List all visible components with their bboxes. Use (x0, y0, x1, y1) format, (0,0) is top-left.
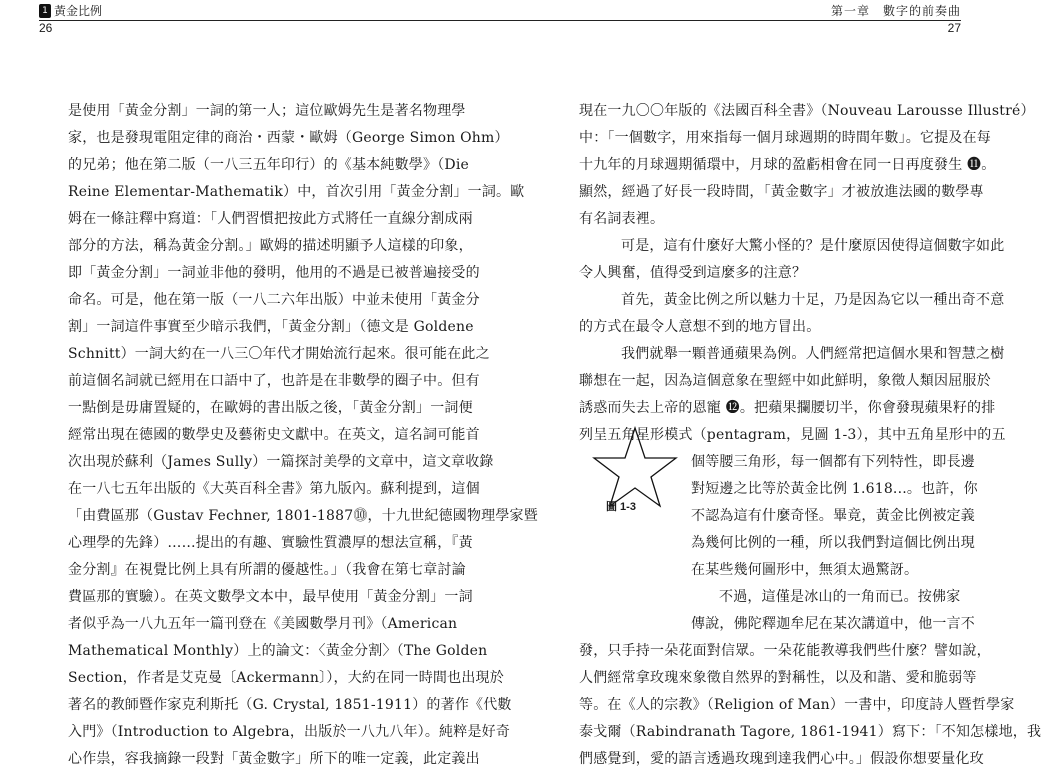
text-line: 家，也是發現電阻定律的商治・西蒙・歐姆（George Simon Ohm） (68, 130, 509, 146)
text-line: 的方式在最令人意想不到的地方冒出。 (579, 319, 821, 335)
text-line: 首先，黃金比例之所以魅力十足，乃是因為它以一種出奇不意 (621, 292, 1005, 308)
text-line: 是使用「黃金分割」一詞的第一人；這位歐姆先生是著名物理學 (68, 103, 466, 119)
page-number: 27 (947, 21, 961, 35)
text-line: 費區那的實驗）。在英文數學文本中，最早使用「黃金分割」一詞 (68, 589, 473, 605)
text-line: Mathematical Monthly）上的論文：〈黃金分割〉（The Golden (68, 643, 488, 659)
body-text-wrap (691, 449, 978, 638)
text-line: 可是，這有什麼好大驚小怪的？是什麼原因使得這個數字如此 (621, 238, 1005, 254)
text-line: 的兄弟；他在第二版（一八三五年印行）的《基本純數學》（Die (68, 157, 469, 173)
text-line: Section，作者是艾克曼〔Ackermann〕），大約在同一時間也出現於 (68, 670, 504, 686)
text-line: 次出現於蘇利（James Sully）一篇探討美學的文章中，這文章收錄 (68, 454, 494, 470)
text-line: 個等腰三角形，每一個都有下列特性，即長邊 (691, 454, 975, 470)
header-rule (500, 20, 961, 21)
text-line: 在某些幾何圖形中，無須太過驚訝。 (691, 562, 919, 578)
text-line: 為幾何比例的一種，所以我們對這個比例出現 (691, 535, 975, 551)
text-line: 傳說，佛陀釋迦牟尼在某次講道中，他一言不 (691, 616, 975, 632)
body-text (68, 98, 538, 773)
text-line: 命名。可是，他在第一版（一八二六年出版）中並未使用「黃金分 (68, 292, 480, 308)
text-line: 等。在《人的宗教》（Religion of Man）一書中，印度詩人暨哲學家 (579, 697, 1015, 713)
text-line: 心作祟，容我摘錄一段對「黃金數字」所下的唯一定義，此定義出 (68, 751, 480, 767)
body-text-bottom (579, 638, 1041, 773)
right-page (500, 0, 1041, 767)
running-header-left (39, 3, 102, 19)
text-line: 著名的教師暨作家克利斯托（G. Crystal, 1851-1911）的著作《代數 (68, 697, 512, 713)
body-text-top (579, 98, 1035, 449)
text-line: 人們經常拿玫瑰來象徵自然界的對稱性，以及和諧、愛和脆弱等 (579, 670, 977, 686)
text-line: 部分的方法，稱為黃金分割。」歐姆的描述明顯予人這樣的印象， (68, 238, 473, 254)
text-line: 者似乎為一八九五年一篇刊登在《美國數學月刊》（American (68, 616, 458, 632)
text-line: 入門》（Introduction to Algebra，出版於一八九八年）。純粹是好奇 (68, 724, 511, 740)
text-line: 發，只手持一朵花面對信眾。一朵花能教導我們些什麼？譬如說， (579, 643, 991, 659)
chapter-title: 第一章 數字的前奏曲 (830, 4, 961, 18)
text-line: 有名詞表裡。 (579, 211, 665, 227)
text-line: 們感覺到，愛的語言透過玫瑰到達我們心中。」假設你想要量化玫 (579, 751, 984, 767)
text-line: Schnitt）一詞大約在一八三〇年代才開始流行起來。很可能在此之 (68, 346, 490, 362)
text-line: 在一八七五年出版的《大英百科全書》第九版內。蘇利提到，這個 (68, 481, 480, 497)
text-line: 心理學的先鋒）……提出的有趣、實驗性質濃厚的想法宣稱，『黃 (68, 535, 473, 551)
text-line: 誘惑而失去上帝的恩寵 ⓬。把蘋果攔腰切半，你會發現蘋果籽的排 (579, 400, 996, 416)
text-line: 聯想在一起，因為這個意象在聖經中如此鮮明，象徵人類因屈服於 (579, 373, 991, 389)
page-number: 26 (39, 21, 53, 35)
text-line: 即「黃金分割」一詞並非他的發明，他用的不過是已被普遍接受的 (68, 265, 480, 281)
pentagram-star-icon (593, 426, 677, 508)
text-line: 不認為這有什麼奇怪。畢竟，黃金比例被定義 (691, 508, 975, 524)
book-title: 黃金比例 (54, 4, 103, 18)
text-line: 「由費區那（Gustav Fechner, 1801-1887⓾，十九世紀德國物理學家暨 (68, 508, 538, 524)
text-line: 對短邊之比等於黃金比例 1.618...。也許，你 (691, 481, 978, 497)
text-line: 顯然，經過了好長一段時間，「黃金數字」才被放進法國的數學專 (579, 184, 984, 200)
text-line: 不過，這僅是冰山的一角而已。按佛家 (719, 589, 961, 605)
text-line: 一點倒是毋庸置疑的，在歐姆的書出版之後，「黃金分割」一詞便 (68, 400, 473, 416)
text-line: 列呈五角星形模式（pentagram，見圖 1-3），其中五角星形中的五 (579, 427, 1006, 443)
chapter-badge-icon: 1 (39, 4, 51, 18)
text-line: 令人興奮，值得受到這麼多的注意？ (579, 265, 807, 281)
text-line: 經常出現在德國的數學史及藝術史文獻中。在英文，這名詞可能首 (68, 427, 480, 443)
text-line: 我們就舉一顆普通蘋果為例。人們經常把這個水果和智慧之樹 (621, 346, 1005, 362)
text-line: 現在一九〇〇年版的《法國百科全書》（Nouveau Larousse Illustré） (579, 103, 1035, 119)
text-line: 前這個名詞就已經用在口語中了，也許是在非數學的圈子中。但有 (68, 373, 480, 389)
figure-label: 圖 1-3 (606, 501, 636, 513)
text-line: 割」一詞這件事實至少暗示我們，「黃金分割」（德文是 Goldene (68, 319, 474, 335)
text-line: 十九年的月球週期循環中，月球的盈虧相會在同一日再度發生 ⓫。 (579, 157, 996, 173)
text-line: Reine Elementar-Mathematik）中，首次引用「黃金分割」一詞。歐 (68, 184, 525, 200)
header-rule (39, 20, 500, 21)
text-line: 泰戈爾（Rabindranath Tagore, 1861-1941）寫下：「不知怎樣地，我 (579, 724, 1041, 740)
text-line: 金分割』在視覺比例上具有所謂的優越性。」（我會在第七章討論 (68, 562, 466, 578)
text-line: 姆在一條註釋中寫道：「人們習慣把按此方式將任一直線分割成兩 (68, 211, 473, 227)
text-line: 中：「一個數字，用來指每一個月球週期的時間年數」。它提及在每 (579, 130, 991, 146)
